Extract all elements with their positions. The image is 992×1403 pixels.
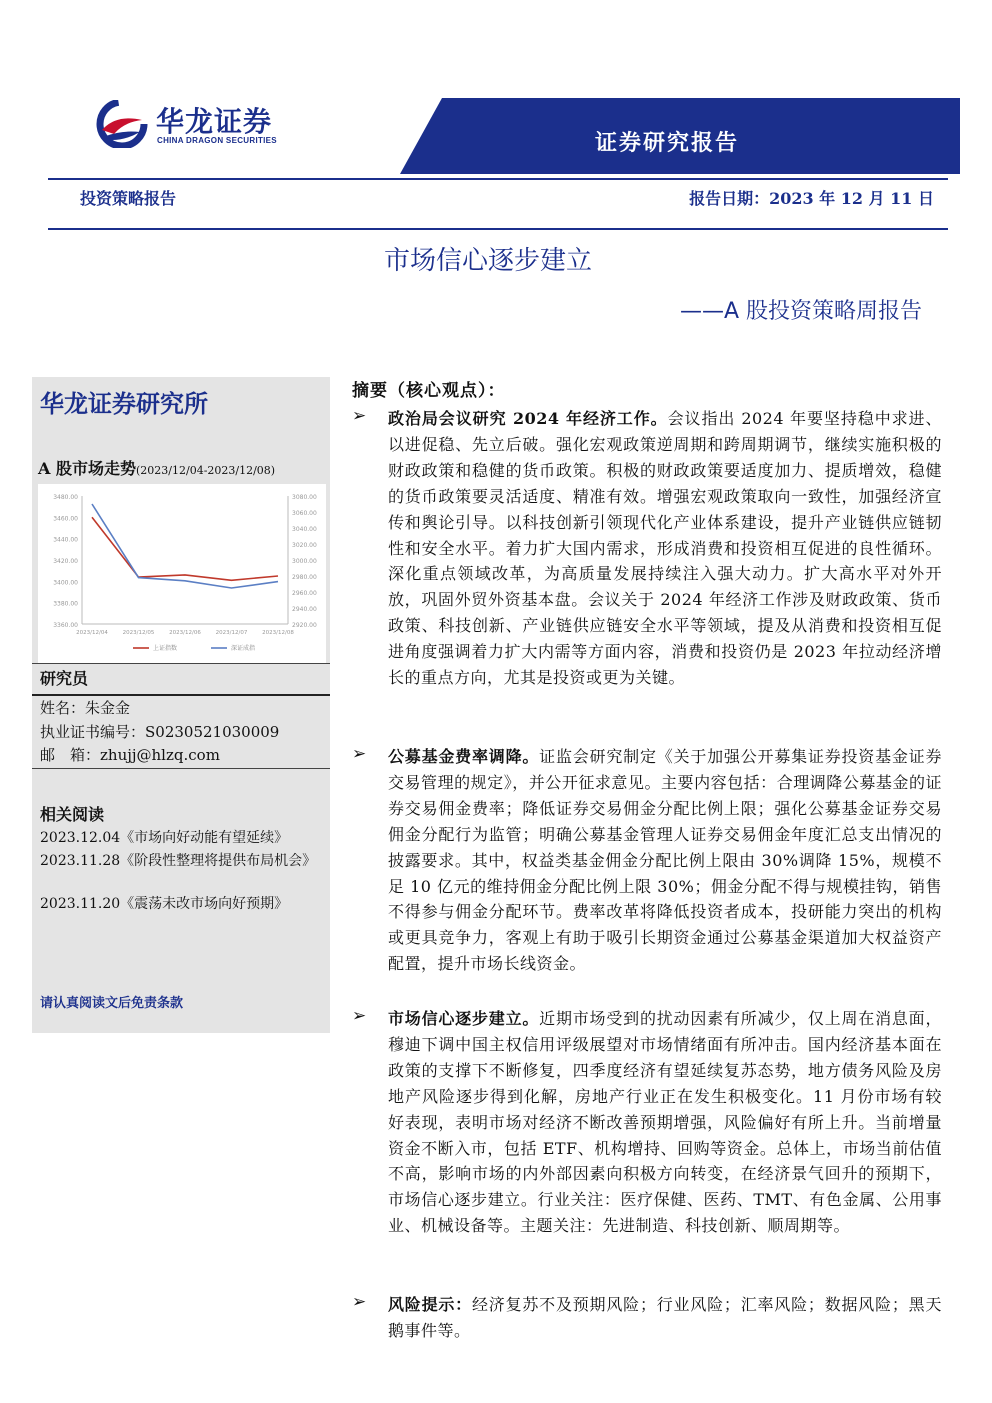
y-tick-right: 3040.00 <box>292 526 317 533</box>
market-trend-label: A 股市场走势 <box>38 459 136 478</box>
sidebar-divider <box>32 663 330 664</box>
bullet-lead: 风险提示： <box>388 1295 472 1314</box>
y-tick-left: 3460.00 <box>53 515 78 523</box>
analyst-email: 邮 箱：zhujj@hlzq.com <box>40 746 220 764</box>
bullet-lead: 政治局会议研究 2024 年经济工作。 <box>388 409 668 428</box>
related-reading-item[interactable]: 2023.11.28《阶段性整理将提供布局机会》 <box>40 853 317 869</box>
legend-label: 上证指数 <box>153 645 178 652</box>
arrow-bullet-icon: ➢ <box>352 1292 367 1312</box>
y-tick-left: 3480.00 <box>53 494 78 501</box>
arrow-bullet-icon: ➢ <box>352 1006 367 1026</box>
bullet-text: 经济复苏不及预期风险；行业风险；汇率风险；数据风险；黑天鹅事件等。 <box>388 1295 942 1340</box>
bullet-text: 证监会研究制定《关于加强公开募集证券投资基金证券交易管理的规定》，并公开征求意见。主要内容包括：合理调降公募基金的证券交易佣金费率；降低证券交易佣金分配比例上限；强化公募基金证券交易佣金分配行为监管；明确公募基金管理人证券交易佣金年度汇总支出情况的披露要求。其中，权益类基金佣金分配比例上限由 30%调降 15%，规模不足 10 亿元的维持佣金分配比例上限 30%；佣金分配不得与规模挂钩，销售不得参与佣金分配环节。费率改革将降低投资者成本，投研能力突出的机构或更具竞争力，客观上有助于吸引长期资金通过公募基金渠道加大权益资产配置，提升市场长线资金。 <box>388 747 942 974</box>
related-reading-item[interactable]: 2023.11.20《震荡未改市场向好预期》 <box>40 896 289 912</box>
analyst-heading: 研究员 <box>40 669 89 688</box>
company-logo-english: CHINA DRAGON SECURITIES <box>157 136 277 145</box>
legend-label: 深证成指 <box>231 645 256 652</box>
y-tick-right: 3080.00 <box>292 494 317 501</box>
bullet-text: 会议指出 2024 年要坚持稳中求进、以进促稳、先立后破。强化宏观政策逆周期和跨周期调节，继续实施积极的财政政策和稳健的货币政策。积极的财政政策要适度加力、提质增效，稳健的货币政策要灵活适度、精准有效。增强宏观政策取向一致性，加强经济宣传和舆论引导。以科技创新引领现代化产业体系建设，提升产业链供应链韧性和安全水平。着力扩大国内需求，形成消费和投资相互促进的良性循环。深化重点领域改革，为高质量发展持续注入强大动力。扩大高水平对外开放，巩固外贸外资基本盘。会议关于 2024 年经济工作涉及财政政策、货币政策、科技创新、产业链供应链安全水平等领域，提及从消费和投资相互促进角度强调着力扩大内需等方面内容，消费和投资仍是 2023 年拉动经济增长的重点方向，尤其是投资或更为关键。 <box>388 409 942 688</box>
market-trend-range: (2023/12/04-2023/12/08) <box>136 464 276 477</box>
related-reading-item[interactable]: 2023.12.04《市场向好动能有望延续》 <box>40 830 289 846</box>
y-tick-right: 3060.00 <box>292 510 317 517</box>
bullet-lead: 公募基金费率调降。 <box>388 747 540 766</box>
page-title: 市场信心逐步建立 <box>383 246 592 276</box>
bullet-lead: 市场信心逐步建立。 <box>388 1009 540 1028</box>
x-tick-label: 2023/12/07 <box>215 630 248 636</box>
sidebar-divider <box>32 694 330 696</box>
x-tick-label: 2023/12/05 <box>122 630 155 636</box>
y-tick-right: 2980.00 <box>292 574 317 581</box>
bullet-text: 近期市场受到的扰动因素有所减少，仅上周在消息面，穆迪下调中国主权信用评级展望对市场情绪面有所冲击。国内经济基本面在政策的支撑下不断修复，四季度经济有望延续复苏态势，地方债务风险及房地产风险逐步得到化解，房地产行业正在发生积极变化。11 月份市场有较好表现，表明市场对经济不断改善预期增强，风险偏好有所上升。当前增量资金不断入市，包括 ETF、机构增持、回购等资金。总体上，市场当前估值不高，影响市场的内外部因素向积极方向转变，在经济景气回升的预期下，市场信心逐步建立。行业关注：医疗保健、医药、TMT、有色金属、公用事业、机械设备等。主题关注：先进制造、科技创新、顺周期等。 <box>388 1009 942 1236</box>
market-trend-title <box>38 456 275 479</box>
page-subtitle: ——A 股投资策略周报告 <box>679 299 922 324</box>
company-logo-icon <box>96 100 148 148</box>
y-tick-right: 2960.00 <box>292 590 317 597</box>
market-chart-svg <box>38 484 326 664</box>
header-divider <box>48 178 948 180</box>
report-type: 投资策略报告 <box>80 189 177 208</box>
x-tick-label: 2023/12/04 <box>76 630 108 636</box>
abstract-bullet <box>352 744 942 977</box>
abstract-bullet <box>352 1006 942 1239</box>
x-tick-label: 2023/12/08 <box>262 630 294 636</box>
related-reading-heading: 相关阅读 <box>40 805 105 824</box>
y-tick-left: 3380.00 <box>53 600 78 608</box>
analyst-license: 执业证书编号：S0230521030009 <box>40 723 280 741</box>
x-tick-label: 2023/12/06 <box>169 630 201 636</box>
report-date: 报告日期：2023 年 12 月 11 日 <box>689 189 934 208</box>
disclaimer-note: 请认真阅读文后免责条款 <box>40 996 184 1011</box>
y-tick-left: 3440.00 <box>53 536 78 544</box>
y-tick-right: 3000.00 <box>292 558 317 565</box>
sidebar-divider <box>32 768 330 769</box>
abstract-bullet <box>352 406 942 691</box>
y-tick-left: 3400.00 <box>53 579 78 587</box>
y-tick-left: 3360.00 <box>53 622 78 629</box>
abstract-bullet <box>352 1292 942 1344</box>
institute-name: 华龙证券研究所 <box>40 390 208 418</box>
market-chart <box>38 484 326 664</box>
analyst-name: 姓名：朱金金 <box>40 699 131 717</box>
y-tick-left: 3420.00 <box>53 558 78 565</box>
abstract-heading: 摘要（核心观点）： <box>352 381 506 401</box>
company-logo-text: 华龙证券 <box>156 105 273 138</box>
title-divider <box>48 228 948 230</box>
y-tick-right: 3020.00 <box>292 542 317 549</box>
arrow-bullet-icon: ➢ <box>352 744 367 764</box>
y-tick-right: 2940.00 <box>292 606 317 613</box>
banner-label: 证券研究报告 <box>595 130 740 156</box>
y-tick-right: 2920.00 <box>292 622 317 629</box>
arrow-bullet-icon: ➢ <box>352 406 367 426</box>
